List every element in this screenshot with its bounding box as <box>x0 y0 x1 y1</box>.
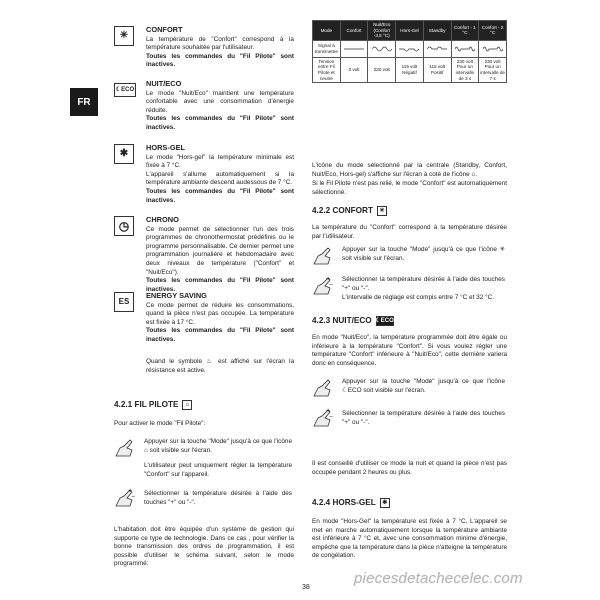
signal-eco <box>368 40 396 57</box>
mode-description: Le mode "Hors-gel" la température minimale est fixée à 7 °C. <box>146 153 294 170</box>
section-4-2-3-title <box>312 316 394 326</box>
fil-pilote-table <box>312 20 507 83</box>
section-paragraph: En mode "Hors-Gel" la température est fixée à 7 °C. L'appareil se met en marche automatiquement lorsque la température ambiante est inférieure à 7 °C et, avec une consommation minime d'énergie, empêche que la température dans la pièce n'atteigne la température de congélation. <box>312 518 507 560</box>
mode-note: Toutes les commandes du "Fil Pilote" sont inactives. <box>146 187 294 204</box>
table-header: Standby <box>423 21 451 41</box>
step-instruction-note: L'utilisateur peut uniquement régler la température "Confort" sur l'appareil. <box>144 462 292 478</box>
section-title-text: 4.2.2 CONFORT <box>312 205 373 215</box>
section-paragraph: La température du "Confort" correspond à la température désirée par l'utilisateur. <box>312 224 507 240</box>
mode-confort <box>114 26 294 70</box>
negative-halfwave-icon <box>399 45 419 53</box>
mode-description: Ce mode permet de sélectionner l'un des trois programmes de chronothermostat prédéfinis ou le programme personnalisable. Ce dernier permet une programmation journalière et hebdomadaire avec deux niveaux de température ("Confort" et "Nuit/Eco"). <box>146 225 294 276</box>
mode-title: NUIT/ECO <box>146 79 182 88</box>
confort-icon: ✳ <box>377 206 387 216</box>
section-intro: Pour activer le mode "Fil Pilote": <box>114 420 206 427</box>
section-paragraph: En mode "Nuit/Eco", la température programmée doit être égale ou inférieure à la température "Confort". Si vous voulez régler une température "Confort" inférieure à "Nuit/Eco", cette dernière variera donc en conséquence. <box>312 334 507 367</box>
table-row <box>313 40 507 57</box>
signal-hors-gel <box>396 40 424 57</box>
table-cell: 115 volt Positif <box>423 57 451 82</box>
table-cell: Signal à transmettre <box>313 40 341 57</box>
step-instruction: Sélectionner la température désirée à l'aide des touches "+" ou "-". <box>144 490 292 506</box>
hand-press-icon <box>114 436 136 458</box>
clock-icon: ◷ <box>114 216 134 236</box>
hand-plus-minus-icon <box>114 486 136 508</box>
mode-title: CONFORT <box>146 25 183 34</box>
svg-text:+: + <box>326 276 331 282</box>
mode-hors-gel <box>114 144 294 205</box>
step-instruction: Appuyer sur la touche "Mode" jusqu'à ce que l'icône ☾ECO soit visible sur l'écran. <box>342 378 505 394</box>
table-header: Nuit/Eco (Confort -3,5 °C) <box>368 21 396 41</box>
energy-saving-icon: ES <box>114 292 134 312</box>
svg-text:+: + <box>326 408 331 414</box>
table-header-row <box>313 21 507 41</box>
watermark: piecesdetachecelec.com <box>354 570 523 587</box>
svg-text:−: − <box>329 414 334 420</box>
table-header: Mode <box>313 21 341 41</box>
table-cell: 0 volt <box>340 57 368 82</box>
hand-plus-minus-icon <box>312 274 334 296</box>
table-row <box>313 57 507 82</box>
table-cell: Tension entre Fil Pilote et neutre <box>313 57 341 82</box>
eco-icon: ☾ECO <box>376 316 394 326</box>
step-instruction: Appuyer sur la touche "Mode" jusqu'à ce que l'icône ✳ soit visible sur l'écran. <box>342 246 505 262</box>
hand-press-icon <box>312 244 334 266</box>
table-cell: 230 volt Pour un intervalle de 7 s <box>479 57 507 82</box>
mode-title: CHRONO <box>146 215 179 224</box>
page-number: 38 <box>302 584 310 591</box>
signal-confort-2 <box>479 40 507 57</box>
section-paragraph-2: Il est conseillé d'utiliser ce mode la nuit et quand la pièce n'est pas occupée pendant 2 heures ou plus. <box>312 460 507 476</box>
section-title-text: 4.2.1 FIL PILOTE <box>114 399 179 409</box>
mode-note: Toutes les commandes du "Fil Pilote" sont inactives. <box>146 327 294 343</box>
table-header: Hors-Gel <box>396 21 424 41</box>
positive-halfwave-icon <box>427 45 447 53</box>
burst-signal-icon <box>455 45 475 53</box>
table-caption: L'icône du mode sélectionné par la centrale (Standby, Confort, Nuit/Eco, Hors-gel) s'affiche sur l'écran à coté de l'icône ⌂. <box>312 162 507 178</box>
hors-gel-icon: ✱ <box>114 144 134 164</box>
mode-note: Toutes les commandes du "Fil Pilote" sont inactives. <box>146 52 294 69</box>
table-header: Confort - 2 °C <box>479 21 507 41</box>
table-caption-2: Si le Fil Pilote n'est pas relié, le mode "Confort" est automatiquement sélectionné. <box>312 180 507 196</box>
mode-title: ENERGY SAVING <box>146 291 207 300</box>
confort-icon: ✳ <box>114 26 134 46</box>
hors-gel-icon: ✱ <box>380 498 390 508</box>
hand-press-icon <box>312 376 334 398</box>
step-instruction: Sélectionner la température désirée à l'aide des touches "+" ou "-". <box>342 410 505 426</box>
flat-signal-icon <box>344 45 364 53</box>
signal-confort <box>340 40 368 57</box>
section-title-text: 4.2.3 NUIT/ECO <box>312 315 372 325</box>
step-instruction-note: L'intervalle de réglage est compis entre 7 °C et 32 °C. <box>342 294 494 301</box>
section-paragraph: L'habitation doit être équipée d'un système de gestion qui supporte ce type de technologie. Dans ce cas , pour vérifier la bonne transmission des ordres de programmation, il est possible d'utiliser le schéma suivant, selon le mode programmé: <box>114 526 294 568</box>
language-tab: FR <box>70 88 98 116</box>
section-4-2-1-title <box>114 400 192 410</box>
svg-text:+: + <box>128 488 133 494</box>
resistance-note: Quand le symbole ♨ est affiché sur l'écran la résistance est active. <box>146 358 294 374</box>
svg-text:−: − <box>131 494 136 500</box>
table-header: Confort <box>340 21 368 41</box>
sine-signal-icon <box>372 45 392 53</box>
table-cell: 230 volt <box>368 57 396 82</box>
section-4-2-4-title <box>312 498 390 508</box>
section-4-2-2-title <box>312 206 387 216</box>
mode-nuit-eco <box>114 80 294 133</box>
signal-confort-1 <box>451 40 479 57</box>
svg-text:−: − <box>329 282 334 288</box>
table-cell: 230 volt Pour un intervalle de 3 s <box>451 57 479 82</box>
signal-standby <box>423 40 451 57</box>
mode-description: Ce mode permet de réduire les consommations, quand la pièce n'est pas occupée. La température est fixée à 17 °C. <box>146 301 294 326</box>
mode-note: Toutes les commandes du "Fil Pilote" sont inactives. <box>146 115 294 131</box>
mode-description: La température de "Confort" correspond à la température souhaitée par l'utilisateur. <box>146 35 294 52</box>
mode-chrono <box>114 216 294 294</box>
house-icon: ⌂ <box>182 400 192 410</box>
step-instruction: Sélectionner la température désirée à l'aide des touches "+" ou "-". <box>342 276 505 292</box>
section-title-text: 4.2.4 HORS-GEL <box>312 497 376 507</box>
hand-plus-minus-icon <box>312 406 334 428</box>
mode-description: Le mode "Nuit/Eco" maintient une température confortable avec une consommation d'énergie réduite. <box>146 89 294 114</box>
mode-description-2: L'appareil s'allume automatiquement si la température ambiante descend audessous de 7 °C. <box>146 170 294 187</box>
step-instruction: Appuyer sur la touche "Mode" jusqu'à ce que l'icône ⌂ soit visible sur l'écran. <box>144 438 292 454</box>
mode-note: Toutes les commandes du "Fil Pilote" sont inactives. <box>146 277 294 293</box>
mode-energy-saving <box>114 292 294 345</box>
eco-icon: ☾ECO <box>114 83 136 97</box>
mode-title: HORS-GEL <box>146 143 186 152</box>
table-header: Confort - 1 °C <box>451 21 479 41</box>
burst-signal-icon <box>483 45 503 53</box>
table-cell: 115 volt Négatif <box>396 57 424 82</box>
